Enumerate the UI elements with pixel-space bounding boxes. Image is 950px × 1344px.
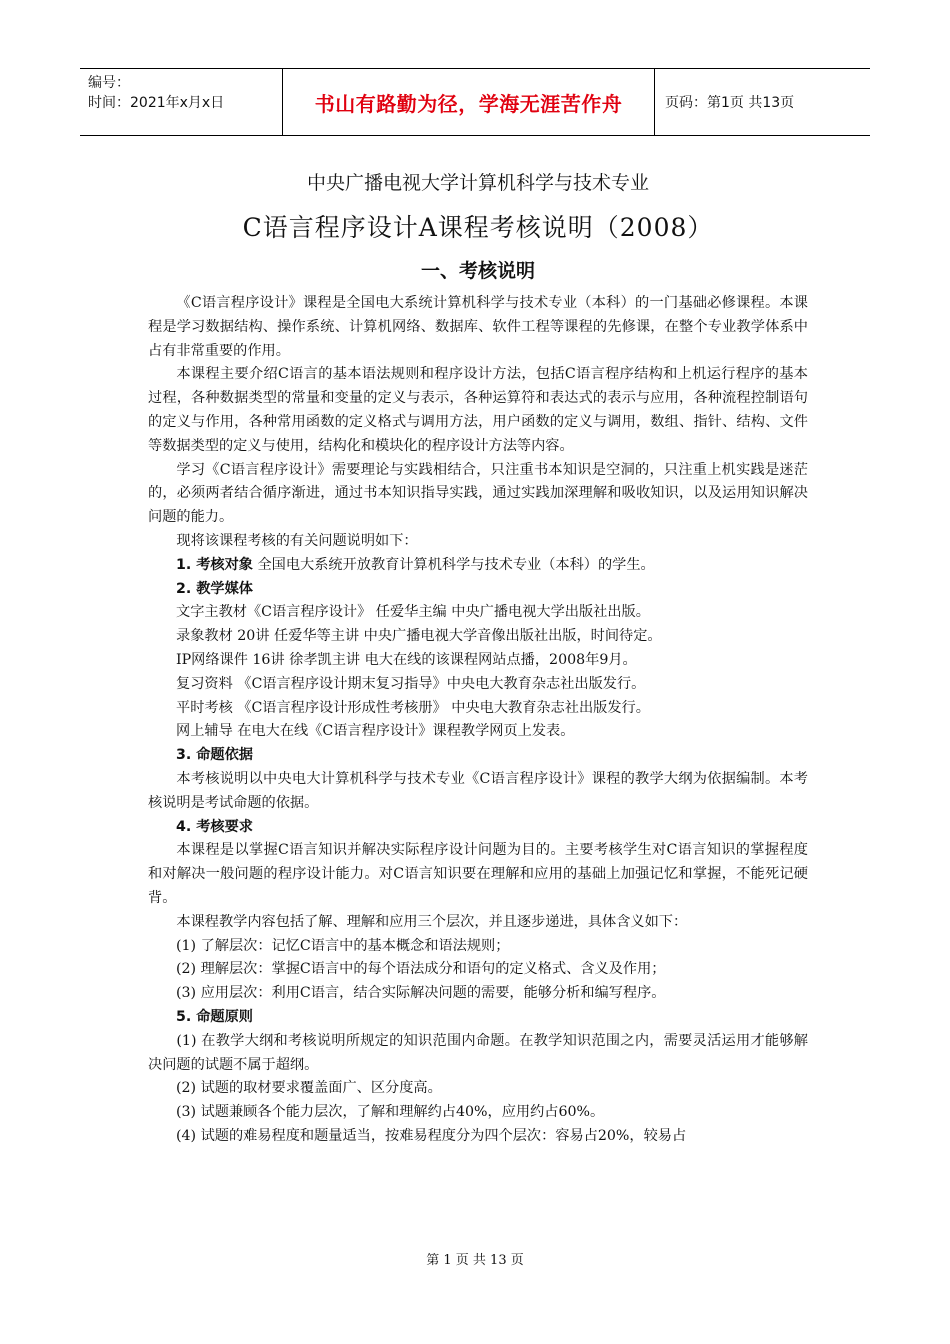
intro-paragraph: 学习《C语言程序设计》需要理论与实践相结合，只注重书本知识是空洞的，只注重上机实践是迷茫的，必须两者结合循序渐进，通过书本知识指导实践，通过实践加深理解和吸收知识，以及运用知识解决问题的能力。 [148, 461, 808, 526]
media-item: 文字主教材《C语言程序设计》 任爱华主编 中央广播电视大学出版社出版。 [176, 604, 650, 621]
header-meta [80, 69, 282, 135]
heading-1 [148, 554, 808, 578]
media-item: 复习资料 《C语言程序设计期末复习指导》中央电大教育杂志社出版发行。 [176, 675, 646, 692]
level-item: (2) 理解层次：掌握C语言中的每个语法成分和语句的定义格式、含义及作用； [176, 961, 666, 978]
header-table [80, 68, 870, 136]
time-label: 时间：2021年x月x日 [88, 95, 225, 111]
heading-1-text: 全国电大系统开放教育计算机科学与技术专业（本科）的学生。 [252, 556, 655, 573]
principle-item: (2) 试题的取材要求覆盖面广、区分度高。 [176, 1080, 442, 1097]
heading-3: 3. 命题依据 [176, 747, 253, 764]
page-code: 页码：第1页 共13页 [665, 95, 795, 111]
motto: 书山有路勤为径，学海无涯苦作舟 [282, 69, 655, 135]
number-label: 编号： [88, 75, 130, 91]
media-item: 录象教材 20讲 任爱华等主讲 中央广播电视大学音像出版社出版，时间待定。 [176, 628, 662, 645]
heading-2: 2. 教学媒体 [176, 580, 253, 597]
intro-paragraph: 本课程主要介绍C语言的基本语法规则和程序设计方法，包括C语言程序结构和上机运行程序的基本过程，各种数据类型的常量和变量的定义与表示，各种运算符和表达式的表示与应用，各种流程控制语句的定义与作用，各种常用函数的定义格式与调用方法，用户函数的定义与调用，数组、指针、结构、文件等数据类型的定义与使用，结构化和模块化的程序设计方法等内容。 [148, 366, 808, 454]
requirement-paragraph: 本课程教学内容包括了解、理解和应用三个层次，并且逐步递进，具体含义如下： [176, 913, 688, 930]
intro-paragraph: 现将该课程考核的有关问题说明如下： [176, 532, 418, 549]
media-item: IP网络课件 16讲 徐孝凯主讲 电大在线的该课程网站点播，2008年9月。 [176, 651, 637, 668]
intro-paragraph: 《C语言程序设计》课程是全国电大系统计算机科学与技术专业（本科）的一门基础必修课程。本课程是学习数据结构、操作系统、计算机网络、数据库、软件工程等课程的先修课，在整个专业教学体系中占有非常重要的作用。 [148, 295, 808, 359]
doc-title: C语言程序设计A课程考核说明（2008） [242, 213, 714, 242]
section-title: 一、考核说明 [420, 260, 535, 282]
principle-item: (1) 在教学大纲和考核说明所规定的知识范围内命题。在教学知识范围之内，需要灵活运用才能够解决问题的试题不属于超纲。 [148, 1032, 808, 1073]
heading-1-label: 1. 考核对象 [176, 556, 253, 573]
requirement-paragraph: 本课程是以掌握C语言知识并解决实际程序设计问题为目的。主要考核学生对C语言知识的掌握程度和对解决一般问题的程序设计能力。对C语言知识要在理解和应用的基础上加强记忆和掌握，不能死记硬背。 [148, 842, 808, 906]
basis-paragraph: 本考核说明以中央电大计算机科学与技术专业《C语言程序设计》课程的教学大纲为依据编制。本考核说明是考试命题的依据。 [148, 770, 808, 811]
level-item: (3) 应用层次：利用C语言，结合实际解决问题的需要，能够分析和编写程序。 [176, 985, 666, 1002]
page-footer: 第 1 页 共 13 页 [426, 1253, 524, 1268]
heading-5: 5. 命题原则 [176, 1008, 253, 1025]
level-item: (1) 了解层次：记忆C语言中的基本概念和语法规则； [176, 937, 510, 954]
heading-4: 4. 考核要求 [176, 818, 253, 835]
principle-item: (3) 试题兼顾各个能力层次，了解和理解约占40%，应用约占60%。 [176, 1104, 605, 1121]
media-item: 网上辅导 在电大在线《C语言程序设计》课程教学网页上发表。 [176, 723, 575, 740]
media-item: 平时考核 《C语言程序设计形成性考核册》 中央电大教育杂志社出版发行。 [176, 699, 650, 716]
doc-subtitle: 中央广播电视大学计算机科学与技术专业 [306, 172, 649, 194]
principle-item: (4) 试题的难易程度和题量适当，按难易程度分为四个层次：容易占20%，较易占 [176, 1127, 687, 1144]
document-body [148, 168, 808, 1149]
